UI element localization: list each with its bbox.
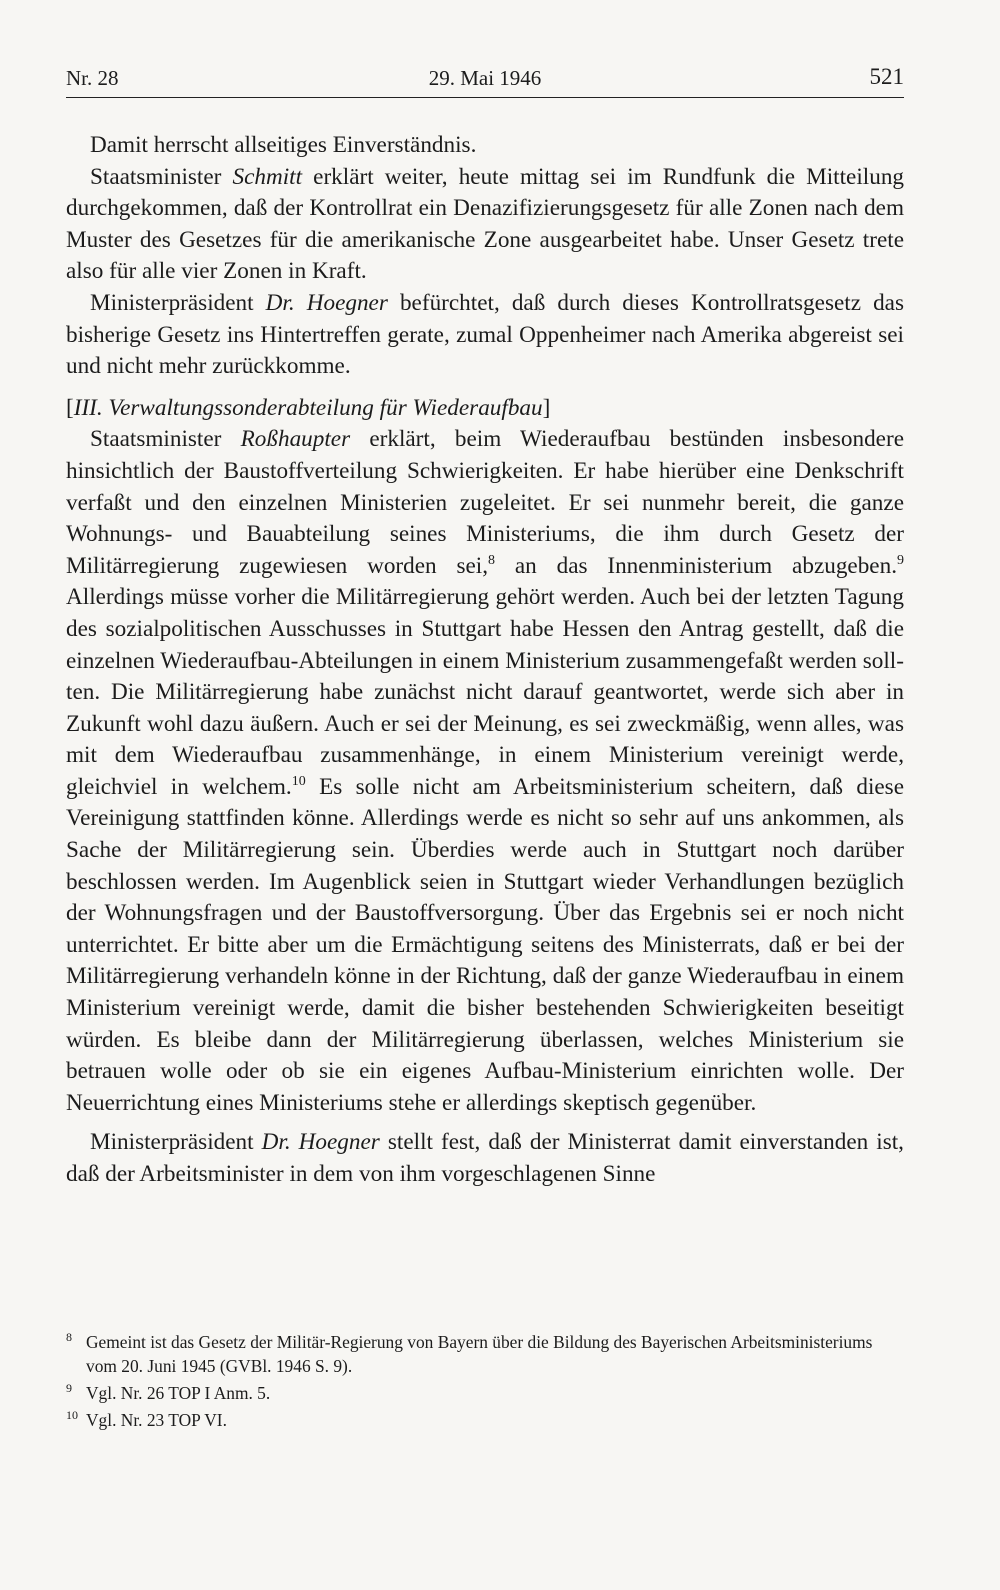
paragraph-text: Allerdings müsse vorher die Militärregierung gehört werden. Auch bei der letzten Tagung des sozialpolitischen Ausschusses in Stuttgart habe Hessen den Antrag gestellt, daß die einzelnen Wiederaufbau-Abteilungen in einem Ministerium zusammengefaßt werden sollten. Die Militärregierung habe zunächst nicht darauf geantwortet, werde sich aber in Zukunft wohl dazu äußern. Auch er sei der Meinung, es sei zweckmäßig, wenn alles, was mit dem Wiederaufbau zusammenhänge, in einem Ministerium vereinigt werde, gleichviel in welchem. xyxy=(66,584,904,800)
footnote-number: 10 xyxy=(66,1408,78,1422)
running-header xyxy=(66,62,904,96)
footnote-ref-10[interactable]: 10 xyxy=(291,773,306,789)
footnote-ref-8[interactable]: 8 xyxy=(488,552,496,568)
header-rule xyxy=(66,97,904,98)
footnote-text: Vgl. Nr. 26 TOP I Anm. 5. xyxy=(86,1383,271,1403)
paragraph-1 xyxy=(66,130,904,162)
heading-bracket-close: ] xyxy=(542,394,551,421)
paragraph-text: erklärt, beim Wiederaufbau bestünden insbesondere hinsichtlich der Baustoffverteilung Schwierigkeiten. Er habe hierüber eine Denkschrift verfaßt und den einzelnen Ministerien zugeleitet. Er sei nunmehr bereit, die ganze Wohnungs- und Bauabteilung seines Ministeriums, die ihm durch Gesetz der Militärregierung zugewiesen worden sei, xyxy=(66,426,904,579)
speaker-name: Dr. Hoegner xyxy=(261,1129,380,1156)
document-date: 29. Mai 1946 xyxy=(428,66,542,90)
footnote-8 xyxy=(66,1330,904,1378)
footnote-10 xyxy=(66,1408,904,1432)
speaker-name: Schmitt xyxy=(232,163,303,190)
document-number: Nr. 28 xyxy=(66,66,119,90)
paragraph-text: Es solle nicht am Arbeitsministerium scheitern, daß diese Vereinigung stattfinden könne. Allerdings werde es nicht so sehr auf uns ankommen, als Sache der Militärregierung sein. Überdies werde auch in Stuttgart noch darüber beschlossen werden. Im Augenblick seien in Stuttgart wieder Verhandlungen bezüglich der Wohnungsfragen und der Baustoffversorgung. Über das Ergebnis sei er noch nicht unterrichtet. Er bitte aber um die Ermächtigung seitens des Ministerrats, daß er bei der Militärregierung verhandeln könne in der Richtung, daß der ganze Wiederaufbau in einem Ministerium vereinigt werde, damit die bisher bestehenden Schwierigkeiten beseitigt würden. Es bleibe dann der Militärregierung überlassen, welches Ministerium sie betrauen wolle oder ob sie ein eigenes Aufbau-Ministerium einrichten wolle. Der Neuerrichtung eines Ministeriums stehe er allerdings skeptisch gegenüber. xyxy=(66,773,904,1116)
paragraph-2 xyxy=(66,162,904,288)
footnote-number: 9 xyxy=(66,1381,72,1395)
footnote-text: Vgl. Nr. 23 TOP VI. xyxy=(86,1410,227,1430)
paragraph-text: an das Innenministerium abzugeben. xyxy=(495,552,897,579)
speaker-role: Staatsminister xyxy=(90,163,233,190)
speaker-name: Roßhaupter xyxy=(240,426,351,453)
paragraph-text: Damit herrscht allseitiges Einverständnis. xyxy=(90,132,477,158)
paragraph-5 xyxy=(66,1127,904,1190)
speaker-name: Dr. Hoegner xyxy=(265,289,388,316)
paragraph-text: erklärt weiter, heute mittag sei im Rundfunk die Mitteilung durchgekommen, daß der Kontrollrat ein Denazifizierungsgesetz für alle Zonen nach dem Muster des Gesetzes für die amerikanische Zone ausgearbeitet habe. Unser Gesetz trete also für alle vier Zonen in Kraft. xyxy=(66,163,905,285)
section-heading xyxy=(66,393,904,425)
paragraph-4 xyxy=(66,424,904,1119)
speaker-role: Staatsminister xyxy=(90,426,241,453)
paragraph-3 xyxy=(66,288,904,383)
footnote-ref-9[interactable]: 9 xyxy=(897,552,904,568)
speaker-role: Ministerpräsident xyxy=(90,1129,262,1156)
heading-text: III. Verwaltungssonderabteilung für Wiederaufbau xyxy=(73,394,543,421)
footnote-number: 8 xyxy=(66,1330,72,1344)
footnote-text: Gemeint ist das Gesetz der Militär-Regierung von Bayern über die Bildung des Bayerischen Arbeitsministeriums vom 20. Juni 1945 (GVBl. 1946 S. 9). xyxy=(86,1332,873,1376)
paragraph-text: befürchtet, daß durch dieses Kontrollratsgesetz das bisherige Gesetz ins Hintertreffen gerate, zumal Oppenheimer nach Amerika abgereist sei und nicht mehr zurückkomme. xyxy=(66,289,904,380)
speaker-role: Ministerpräsident xyxy=(90,289,266,316)
footnote-9 xyxy=(66,1381,904,1405)
footnotes xyxy=(66,1330,904,1435)
page-number: 521 xyxy=(869,64,904,89)
heading-bracket-open: [ xyxy=(66,394,74,421)
paragraph-text: stellt fest, daß der Ministerrat damit einverstanden ist, daß der Arbeitsminister in dem von ihm vorgeschlagenen Sinne xyxy=(66,1129,904,1187)
body-text xyxy=(66,130,904,1191)
